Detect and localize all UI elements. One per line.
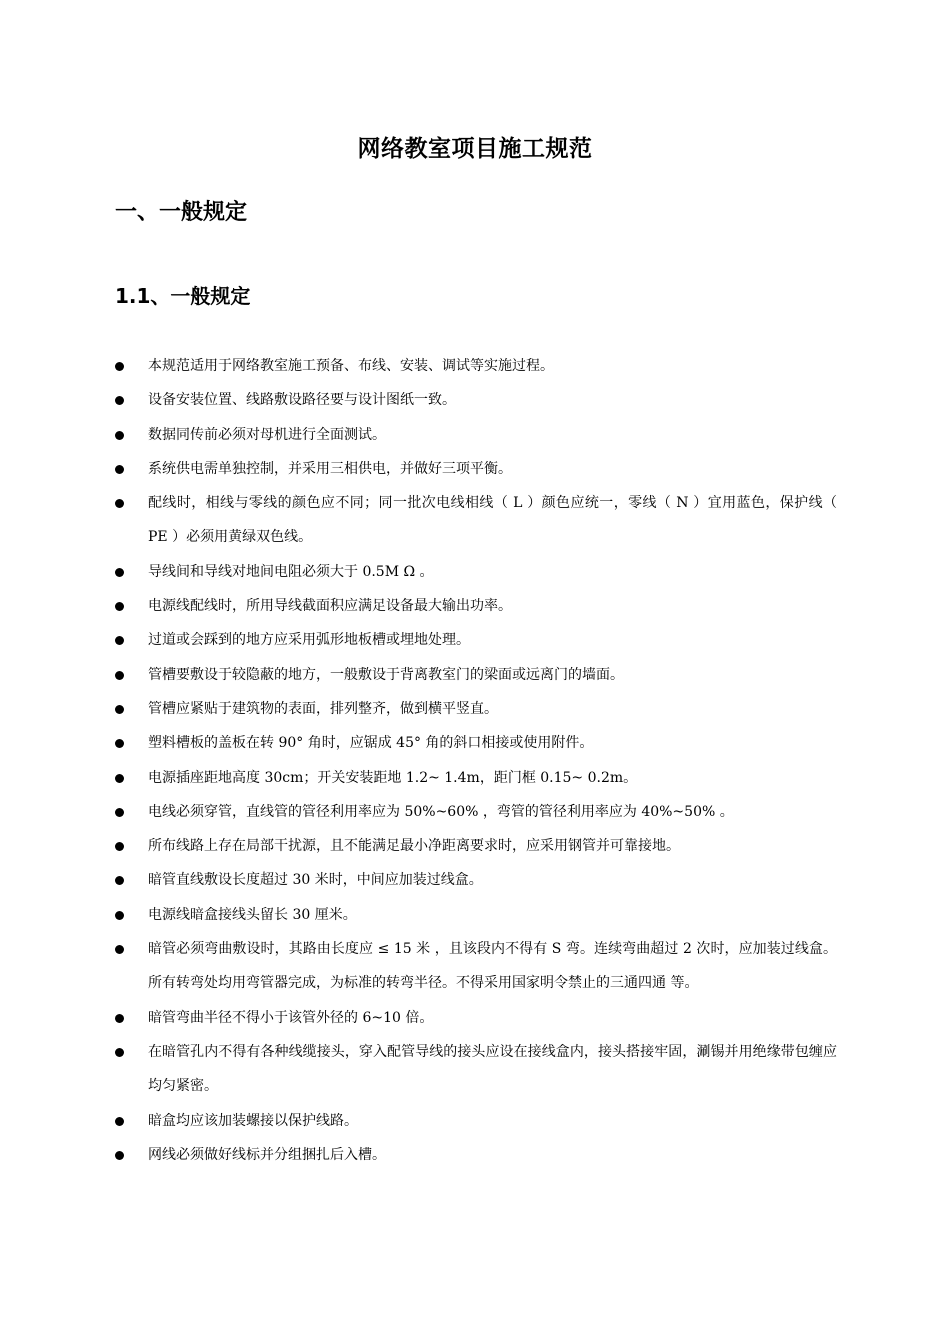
list-item-text: 暗管必须弯曲敷设时，其路由长度应 ≤ 15 米 ，且该段内不得有 S 弯。连续弯曲超过 2 次时，应加装过线盒。 所有转弯处均用弯管器完成，为标准的转弯半径。不得采用国家明令禁止的三通四通 等。 (148, 941, 837, 992)
bullet-dot-icon (115, 396, 124, 405)
bullet-dot-icon (115, 465, 124, 474)
list-item (115, 486, 837, 555)
list-item (115, 795, 837, 829)
list-item (115, 1104, 837, 1138)
list-item (115, 623, 837, 657)
list-item (115, 761, 837, 795)
bullet-dot-icon (115, 842, 124, 851)
list-item-text: 过道或会踩到的地方应采用弧形地板槽或埋地处理。 (148, 632, 470, 649)
list-item (115, 555, 837, 589)
list-item (115, 898, 837, 932)
list-item-text: 系统供电需单独控制，并采用三相供电，并做好三项平衡。 (148, 460, 512, 477)
bullet-dot-icon (115, 362, 124, 371)
subsection-heading: 1.1、一般规定 (115, 284, 251, 308)
list-item-text: 塑料槽板的盖板在转 90° 角时，应锯成 45° 角的斜口相接或使用附件。 (148, 735, 594, 752)
list-item (115, 863, 837, 897)
list-item-text: 所布线路上存在局部干扰源，且不能满足最小净距离要求时，应采用钢管并可靠接地。 (148, 838, 680, 855)
bullet-dot-icon (115, 774, 124, 783)
list-item-text: 管槽应紧贴于建筑物的表面，排列整齐，做到横平竖直。 (148, 700, 498, 717)
list-item (115, 1001, 837, 1035)
list-item (115, 726, 837, 760)
bullet-dot-icon (115, 671, 124, 680)
list-item (115, 829, 837, 863)
list-item-text: 本规范适用于网络教室施工预备、布线、安装、调试等实施过程。 (148, 358, 554, 374)
bullet-dot-icon (115, 636, 124, 645)
bullet-dot-icon (115, 1014, 124, 1023)
list-item-text: 在暗管孔内不得有各种线缆接头，穿入配管导线的接头应设在接线盒内，接头搭接牢固，涮锡并用绝缘带包缠应均匀紧密。 (148, 1043, 837, 1095)
bullet-dot-icon (115, 602, 124, 611)
list-item (115, 383, 837, 417)
list-item (115, 932, 837, 1001)
bullet-dot-icon (115, 1117, 124, 1126)
bullet-dot-icon (115, 1048, 124, 1057)
list-item (115, 1035, 837, 1104)
list-item (115, 1138, 837, 1172)
bullet-dot-icon (115, 739, 124, 748)
list-item (115, 692, 837, 726)
list-item-text: 电源线配线时，所用导线截面积应满足设备最大输出功率。 (148, 598, 512, 615)
bullet-dot-icon (115, 431, 124, 440)
document-title: 网络教室项目施工规范 (357, 136, 593, 162)
list-item-text: 暗盒均应该加装螺接以保护线路。 (148, 1112, 358, 1129)
list-item-text: 电源插座距地高度 30cm；开关安装距地 1.2~ 1.4m，距门框 0.15~ 0.2m。 (148, 769, 638, 786)
list-item-text: 数据同传前必须对母机进行全面测试。 (148, 426, 386, 443)
list-item (115, 452, 837, 486)
bullet-dot-icon (115, 705, 124, 714)
list-item-text: 网线必须做好线标并分组捆扎后入槽。 (148, 1146, 386, 1163)
list-item (115, 589, 837, 623)
bullet-dot-icon (115, 499, 124, 508)
list-item-text: 电线必须穿管，直线管的管径利用率应为 50%~60% ，弯管的管径利用率应为 40%~50% 。 (148, 803, 734, 820)
bullet-dot-icon (115, 876, 124, 885)
list-item-text: 导线间和导线对地间电阻必须大于 0.5M Ω 。 (148, 563, 434, 580)
list-item (115, 658, 837, 692)
list-item-text: 管槽要敷设于较隐蔽的地方，一般敷设于背离教室门的梁面或远离门的墙面。 (148, 666, 624, 683)
list-item-text: 电源线暗盒接线头留长 30 厘米。 (148, 906, 357, 923)
bullet-dot-icon (115, 568, 124, 577)
list-item (115, 349, 837, 383)
list-item (115, 418, 837, 452)
bullet-list (115, 349, 837, 1172)
bullet-dot-icon (115, 911, 124, 920)
bullet-dot-icon (115, 1151, 124, 1160)
list-item-text: 暗管直线敷设长度超过 30 米时，中间应加装过线盒。 (148, 872, 483, 889)
list-item-text: 设备安装位置、线路敷设路径要与设计图纸一致。 (148, 392, 456, 409)
bullet-dot-icon (115, 945, 124, 954)
list-item-text: 暗管弯曲半径不得小于该管外径的 6~10 倍。 (148, 1009, 434, 1026)
list-item-text: 配线时，相线与零线的颜色应不同；同一批次电线相线（ L ）颜色应统一，零线（ N ）宜用蓝色，保护线（ PE ）必须用黄绿双色线。 (148, 495, 837, 546)
section-heading: 一、一般规定 (115, 200, 248, 225)
bullet-dot-icon (115, 808, 124, 817)
